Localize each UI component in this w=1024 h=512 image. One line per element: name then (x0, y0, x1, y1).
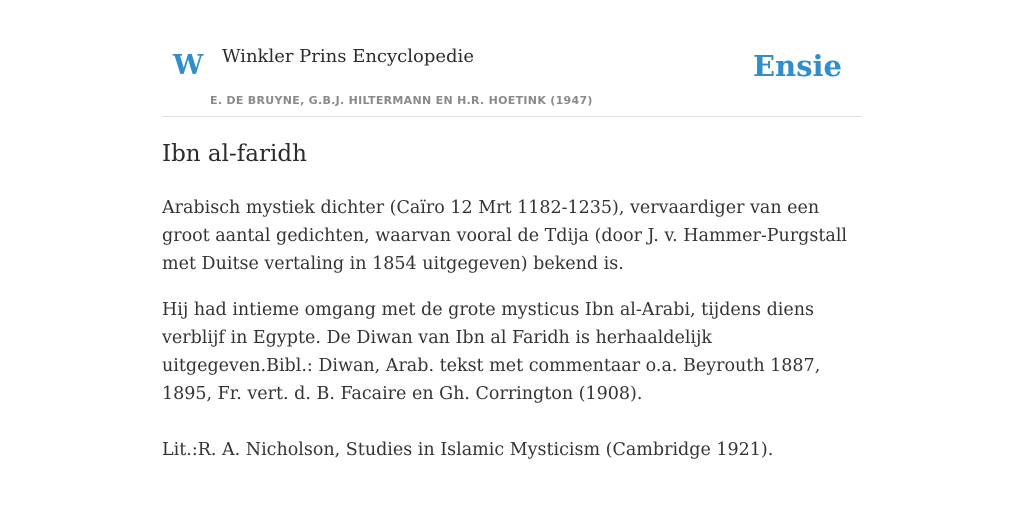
publication-authors: E. DE BRUYNE, G.B.J. HILTERMANN EN H.R. HOETINK (1947) (210, 94, 593, 107)
ensie-logo[interactable]: Ensie (753, 49, 842, 83)
literature-reference: Lit.:R. A. Nicholson, Studies in Islamic Mysticism (Cambridge 1921). (162, 440, 774, 460)
winkler-prins-logo[interactable]: W (173, 50, 204, 81)
article-title: Ibn al-faridh (162, 141, 307, 167)
site-header (162, 0, 862, 117)
article-paragraph: Hij had intieme omgang met de grote mysticus Ibn al-Arabi, tijdens diens verblijf in Egypte. De Diwan van Ibn al Faridh is herhaaldelijk uitgegeven.Bibl.: Diwan, Arab. tekst met commentaar o.a. Beyrouth 1887, 1895, Fr. vert. d. B. Facaire en Gh. Corrington (1908). (162, 300, 821, 404)
article-paragraph: Arabisch mystiek dichter (Caïro 12 Mrt 1182-1235), vervaardiger van een groot aantal gedichten, waarvan vooral de Tdija (door J. v. Hammer-Purgstall met Duitse vertaling in 1854 uitgegeven) bekend is. (162, 198, 848, 274)
publication-title[interactable]: Winkler Prins Encyclopedie (222, 46, 474, 67)
article-content (162, 138, 862, 482)
